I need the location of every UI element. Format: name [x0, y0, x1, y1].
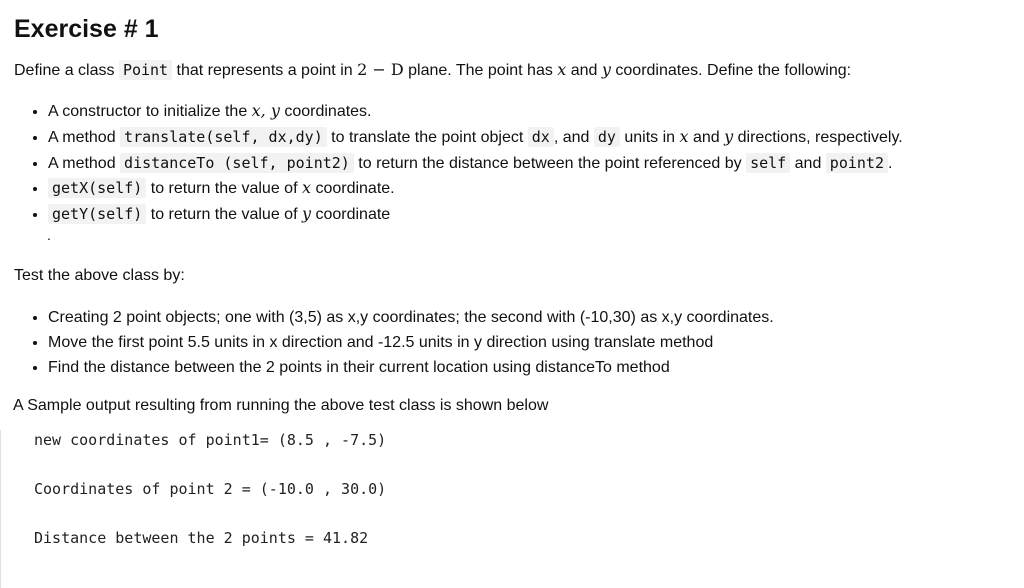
dx-code: dx	[528, 127, 554, 147]
item-text: to return the value of	[146, 180, 302, 198]
translate-code: translate(self, dx,dy)	[120, 127, 327, 147]
x-math: x	[679, 126, 689, 146]
sample-output-label: A Sample output resulting from running the above test class is shown below	[13, 397, 549, 415]
y-math: y	[301, 204, 312, 224]
intro-text-3: plane. The point has	[403, 62, 558, 79]
code-block-border	[0, 430, 1, 588]
item-text: to return the distance between the point referenced by	[353, 154, 747, 172]
getx-code: getX(self)	[48, 178, 146, 198]
list-item-constructor	[48, 99, 1014, 125]
output-line: Distance between the 2 points = 41.82	[34, 529, 369, 547]
self-code: self	[746, 153, 790, 173]
item-text: A constructor to initialize the	[48, 103, 252, 120]
y-math: y	[601, 60, 611, 79]
list-item: • Move the first point 5.5 units in x direction and -12.5 units in y direction using translate method	[48, 331, 1014, 356]
dimension-math: 2 − D	[357, 60, 404, 79]
item-text: , and	[553, 128, 594, 146]
list-item-gety	[48, 202, 1014, 228]
sample-output-block	[34, 430, 386, 548]
list-item: • Creating 2 point objects; one with (3,5) as x,y coordinates; the second with (-10,30) as x,y coordinates.	[48, 306, 1014, 331]
dy-code: dy	[594, 127, 620, 147]
point2-code: point2	[826, 153, 888, 173]
intro-text-1: Define a class	[14, 62, 119, 79]
item-text: coordinates.	[279, 103, 372, 120]
item-text: directions, respectively.	[733, 128, 903, 146]
test-label: Test the above class by:	[14, 266, 185, 284]
xy-math: x, y	[251, 101, 280, 120]
output-line: Coordinates of point 2 = (-10.0 , 30.0)	[34, 480, 387, 498]
item-text: units in	[619, 128, 680, 146]
list-item-distance	[48, 151, 1014, 177]
item-text: to translate the point object	[326, 128, 528, 146]
intro-paragraph	[14, 58, 1014, 83]
distance-code: distanceTo (self, point2)	[120, 153, 354, 173]
item-text: to return the value of	[146, 206, 302, 224]
list-item-getx	[48, 176, 1014, 202]
x-math: x	[301, 178, 311, 198]
x-math: x	[557, 60, 567, 79]
item-text: and	[790, 154, 826, 172]
item-text: coordinate.	[311, 180, 395, 198]
item-text: A method	[48, 154, 121, 172]
list-item-translate	[48, 125, 1014, 151]
gety-code: getY(self)	[48, 204, 146, 224]
output-line: new coordinates of point1= (8.5 , -7.5)	[34, 431, 387, 449]
item-text: A method	[48, 128, 121, 146]
definitions-list	[14, 99, 1014, 228]
intro-text-4: and	[566, 62, 602, 79]
page-title: Exercise # 1	[14, 15, 159, 43]
exercise-document	[14, 12, 1014, 418]
tests-list	[14, 306, 1014, 380]
y-math: y	[724, 126, 734, 146]
intro-text-2: that represents a point in	[172, 62, 358, 79]
item-text: .	[887, 154, 893, 172]
intro-text-5: coordinates. Define the following:	[610, 62, 852, 79]
item-text: and	[688, 128, 725, 146]
trailing-dot: .	[47, 226, 51, 243]
item-text: coordinate	[311, 206, 391, 224]
list-item: • Find the distance between the 2 points in their current location using distanceTo method	[48, 356, 1014, 381]
class-name-code: Point	[119, 60, 172, 80]
